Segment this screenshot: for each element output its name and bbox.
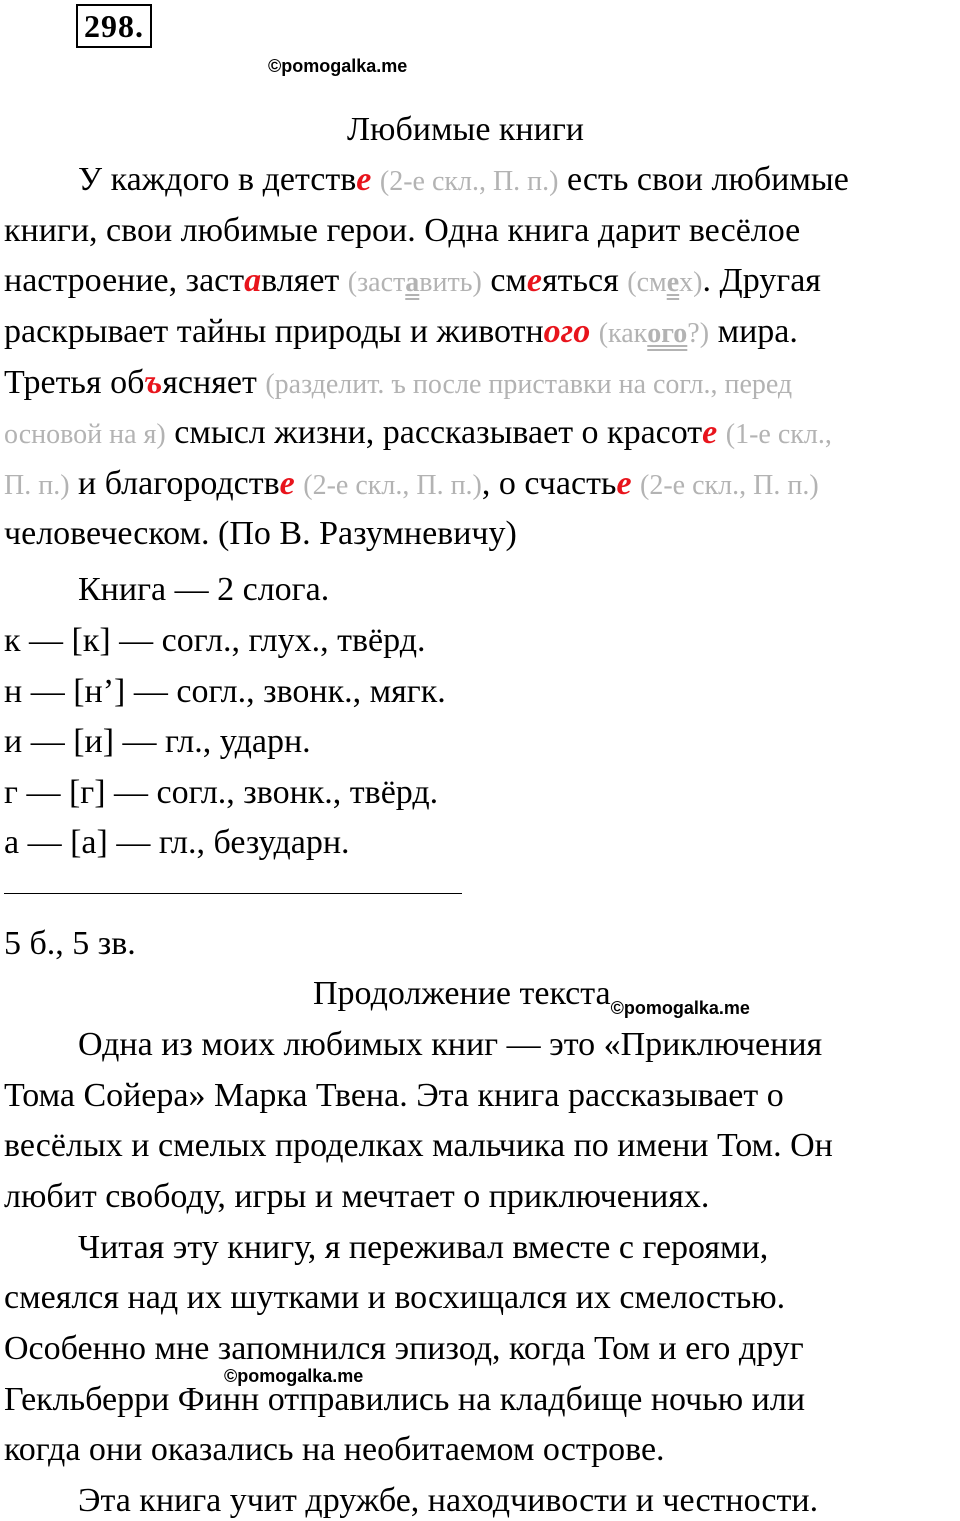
text-line: весёлых и смелых проделках мальчика по имени Том. Он — [4, 1127, 833, 1164]
divider-line — [4, 893, 462, 894]
phonetics-summary: 5 б., 5 зв. — [4, 925, 136, 962]
text-line: Особенно мне запомнился эпизод, когда Том и его друг — [4, 1330, 804, 1367]
text-line-6: основой на я) смысл жизни, рассказывает о красоте (1-е скл., — [4, 414, 832, 451]
phonetics-header: Книга — 2 слога. — [78, 571, 330, 608]
text-line-3: настроение, заставляет (заставить) смеяться (смех). Другая — [4, 262, 821, 299]
text-line-2: книги, свои любимые герои. Одна книга дарит весёлое — [4, 212, 801, 249]
text-line: Одна из моих любимых книг — это «Приключения — [78, 1026, 823, 1063]
phonetics-row: а — [а] — гл., безударн. — [4, 824, 350, 861]
text-line-1: У каждого в детстве (2-е скл., П. п.) есть свои любимые — [78, 161, 849, 198]
exercise-number: 298. — [76, 4, 152, 48]
text-line-7: П. п.) и благородстве (2-е скл., П. п.), о счастье (2-е скл., П. п.) — [4, 465, 819, 502]
phonetics-row: г — [г] — согл., звонк., твёрд. — [4, 774, 439, 811]
watermark-inline: ©pomogalka.me — [610, 998, 750, 1018]
text-line: Эта книга учит дружбе, находчивости и честности. — [78, 1482, 819, 1519]
text-line: Гекльберри Финн отправились на кладбище ночью или — [4, 1381, 806, 1418]
text-line-5: Третья объясняет (разделит. ъ после приставки на согл., перед — [4, 364, 793, 401]
watermark-middle: ©pomogalka.me — [224, 1366, 364, 1386]
text-line-4: раскрывает тайны природы и животного (какого?) мира. — [4, 313, 798, 350]
text-line-8: человеческом. (По В. Разумневичу) — [4, 515, 517, 552]
watermark-top: ©pomogalka.me — [268, 56, 408, 76]
text-line: Тома Сойера» Марка Твена. Эта книга рассказывает о — [4, 1077, 784, 1114]
phonetics-row: и — [и] — гл., ударн. — [4, 723, 311, 760]
text-line: любит свободу, игры и мечтает о приключениях. — [4, 1178, 710, 1215]
phonetics-row: к — [к] — согл., глух., твёрд. — [4, 622, 426, 659]
text-line: смеялся над их шутками и восхищался их смелостью. — [4, 1279, 786, 1316]
title-favorite-books: Любимые книги — [347, 111, 584, 148]
phonetics-row: н — [н’] — согл., звонк., мягк. — [4, 673, 446, 710]
text-line: когда они оказались на необитаемом острове. — [4, 1431, 665, 1468]
title-continuation: Продолжение текста$_{©pomogalka.me}$ — [313, 975, 750, 1018]
text-line: Читая эту книгу, я переживал вместе с героями, — [78, 1229, 769, 1266]
